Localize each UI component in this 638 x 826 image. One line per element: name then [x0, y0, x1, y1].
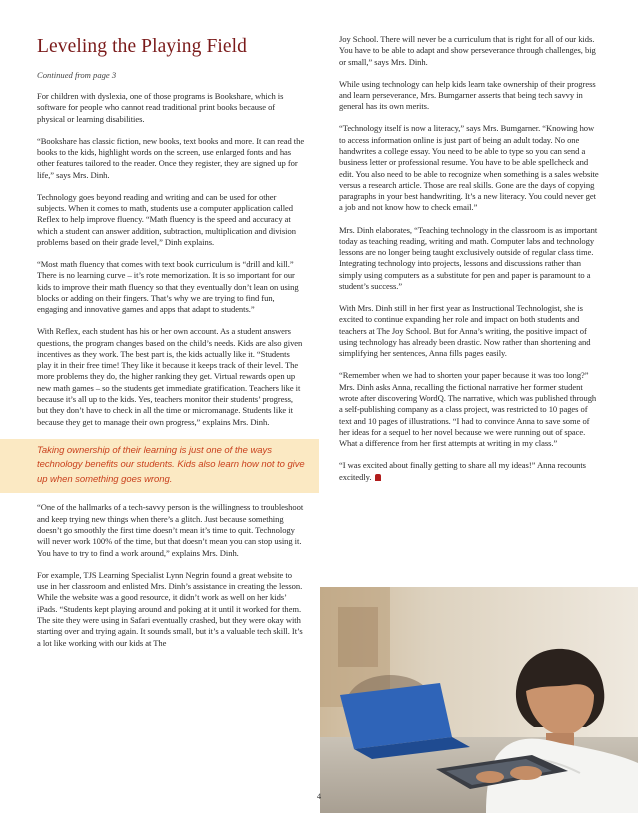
- paragraph: With Mrs. Dinh still in her first year as Instructional Technologist, she is excited to continue expanding her role and impact on both students and teachers at The Joy School. But for Anna’s writing, the positive impact of using technology has already been drastic. Now rather than shortening and simplifying her sentences, Anna fills pages easily.: [339, 303, 591, 359]
- paragraph: “Most math fluency that comes with text book curriculum is “drill and kill.” There is no learning curve – it’s rote memorization. It is so important for our kids to improve their math fluency so that they eventually don’t lean on using blocks or adding on their fingers. That’s why we are trying to find fun, engaging and innovative games and apps that adapt to students.”: [37, 258, 299, 315]
- paragraph: “One of the hallmarks of a tech-savvy person is the willingness to troubleshoot and keep trying new things when there’s a glitch. Just because something doesn’t go smoothly the first time doesn’t mean it’s time to quit. Technology will never work 100% of the time, but that doesn’t mean you can stop using it. You have to try to find a work around,” explains Mrs. Dinh.: [37, 502, 304, 558]
- paragraph: For children with dyslexia, one of those programs is Bookshare, which is software for people who cannot read traditional print books because of physical or learning disabilities.: [37, 91, 284, 124]
- paragraph: While using technology can help kids learn take ownership of their progress and learn perseverance, Mrs. Bumgarner asserts that being tech savvy in general has its own merits.: [339, 78, 596, 112]
- end-of-article-icon: [375, 474, 381, 481]
- paragraph: For example, TJS Learning Specialist Lynn Negrin found a great website to use in her classroom and enlisted Mrs. Dinh’s assistance in creating the lesson. While the website was a good resource, it didn’t work as well on her kids’ iPads. “Students kept playing around and poking at it until it worked for them. The site they were using in Safari eventually crashed, but they were okay with starting over and trying again. It sounds small, but it’s a valuable tech skill. It’s a lot like working with our kids at The: [37, 569, 303, 648]
- pull-quote-text: Taking ownership of their learning is just one of the ways technology benefits our students. Kids also learn how not to give up when something goes wrong.: [37, 444, 305, 485]
- student-laptop-photo: [320, 587, 638, 813]
- paragraph: “Remember when we had to shorten your paper because it was too long?” Mrs. Dinh asks Anna, recalling the fictional narrative her former student wrote after discovering WordQ. The narrative, which was published through a self-publishing company as a class project, was restricted to 10 pages of text and 10 pages of illustrations. “I had to convince Anna to save some of her ideas for a sequel to her novel because we were running out of space. What a difference from her first attempts at writing in my class.”: [339, 370, 597, 449]
- paragraph: Joy School. There will never be a curriculum that is right for all of our kids. You have to be able to adapt and show perseverance through challenges, big or small,” says Mrs. Dinh.: [339, 34, 596, 67]
- paragraph: With Reflex, each student has his or her own account. As a student answers questions, the program changes based on the child’s needs. Kids are also given incentives as they work. The best part is, the kids actually like it. “Students play it in their free time! They like it because it keeps track of their level. The more problems they do, the higher ranking they get. Virtual rewards open up new math games – so the students get immediate gratification. Teachers like it because it’s all up to the kids. Yes, teachers monitor their students’ progress, but they don’t have to check in all the time or micromanage. Students like it because they get to manage their own progress,” explains Mrs. Dinh.: [37, 326, 303, 427]
- paragraph: Mrs. Dinh elaborates, “Teaching technology in the classroom is as important today as teaching reading, writing and math. Computer labs and technology lessons are no longer being taught exclusively outside of regular class time. Integrating technology into projects, lessons and discussions rather than simply using computers as a substitute for pen and paper is paramount to a student’s success.”: [339, 224, 598, 292]
- right-column: [339, 34, 601, 494]
- paragraph-final-text: “I was excited about finally getting to share all my ideas!” Anna recounts excitedly.: [339, 460, 586, 482]
- paragraph: “Technology itself is now a literacy,” says Mrs. Bumgarner. “Knowing how to access information online is just part of being an adult today. No one handwrites a college essay. You need to be able to type so you can send a business letter or professional resume. You have to be able spellcheck and edit. You also need to be able to recognize when something is a sales website versus a research article. Those are real skills. Gone are the days of copying paragraphs in your best handwriting. It’s a new literacy. You could never get a job and not know how to check email.”: [339, 123, 599, 213]
- paragraph: Technology goes beyond reading and writing and can be used for other subjects. When it comes to math, students use a computer application called Reflex to help improve fluency. “Math fluency is the speed and accuracy at which a student can answer addition, subtraction, multiplication and division problems based on their grade level,” Dinh explains.: [37, 191, 296, 247]
- paragraph-final: [339, 460, 601, 483]
- page-number: 4: [316, 791, 322, 801]
- paragraph: “Bookshare has classic fiction, new books, text books and more. It can read the books to the kids, highlight words on the screen, use enlarged fonts and has other features tailored to the reader. Once they register, they are signed up for life,” says Mrs. Dinh.: [37, 135, 305, 180]
- continued-note: Continued from page 3: [37, 70, 117, 80]
- photo-illustration: [320, 587, 638, 813]
- pull-quote: [0, 439, 319, 494]
- left-column: [37, 34, 305, 660]
- article-title: Leveling the Playing Field: [37, 36, 248, 57]
